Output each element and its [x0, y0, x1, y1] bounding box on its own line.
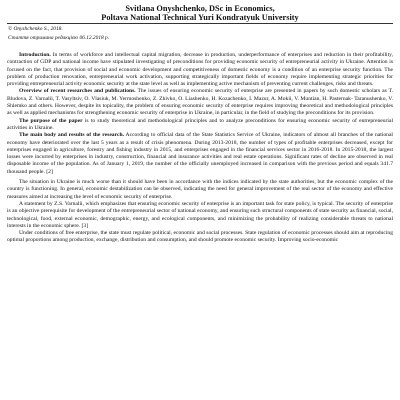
- paragraph-text: Under conditions of free enterprise, the state must regulate political, economic and social processes. State regulation of economic processes should aim at reproducing optimal proportions among production, exchange, distribution and consumption, and should promote economic security. Improving socio-economic: [7, 230, 393, 244]
- paragraph-lead: Introduction.: [19, 52, 51, 58]
- paragraph-text: The situation in Ukraine is much worse than it should have been in accordance with the indices indicated by the state authorities, but the economic complex of the country is functioning. In general, economic destabilization can be observed, indicating the need for general improvement of the real sector of the economy and effective measures aimed at increasing the level of economic security of enterprise.: [7, 179, 393, 200]
- paragraph-lead: The main body and results of the research.: [19, 132, 124, 139]
- body-text: [7, 52, 393, 245]
- paragraph-free-enterprise: [7, 230, 393, 245]
- paragraph-main-body: [7, 132, 393, 176]
- author-line: Svitlana Onyshchenko, DSc in Economics,: [125, 4, 275, 13]
- paragraph-text: is to study theoretical and methodological principles and to analyze preconditions for ensuring economic security of entrepreneurial activities in Ukraine.: [7, 117, 393, 131]
- paragraph-text: A statement by Z.S. Varnalii, which emphasizes that ensuring economic security of enterprise is an important task for state policy, is typical. The security of enterprise is an objective prerequisite for development of the entrepreneurial sector of national economy, and ensuring such structural components of state security as financial, social, technological, food, external economic, demographic, energy, and ecological components, and minimizing the probability of realizing considerable threats to national interests in the economic sphere. [3]: [7, 200, 393, 229]
- paragraph-text: According to official data of the State Statistics Service of Ukraine, indicators of almost all branches of the national economy have deteriorated over the last 5 years as a result of crisis phenomena. During 2013-2018, the number of types of profitable enterprises decreased, except for enterprises engaged in agriculture, forestry and fishing industry in 2015, and enterprises engaged in the financial services sector in 2016-2018. In 2015-2018, the largest losses were incurred by enterprises in industry, construction, financial and insurance activities and real estate operations. Significant rates of decline are observed in real disposable income of the population. As of January 1, 2019, the number of the officially unemployed increased in comparison with the previous period and equals 341.7 thousand people. [2]: [7, 132, 393, 175]
- paragraph-text: In terms of workforce and intellectual capital migration, decrease in production, underperformance of enterprises and reduction in their profitability, contraction of GDP and national income have stipulated investigating of preconditions for providing economic security of entrepreneurial activity in Ukraine. Attention is focused on the fact, that provision of social and economic development and competitiveness of domestic economy is a condition of an enterprise security function. The problem of production renovation, entrepreneurial work activation, supporting strategically important fields of economy require implementing strategic priorities for providing entrepreneurial activity economic security at the state level as well as implementing active mechanism of preventing current challenges, risks and threats.: [7, 52, 393, 88]
- paragraph-lead: The purpose of the paper: [19, 117, 83, 124]
- paragraph-overview: [7, 88, 393, 117]
- received-note: Стаття отримана редакцією 06.12.2018 р.: [8, 35, 110, 41]
- paragraph-varnalii: [7, 201, 393, 230]
- copyright-note: © Onyshchenko S., 2018.: [8, 26, 63, 32]
- paragraph-purpose: [7, 118, 393, 133]
- paragraph-lead: Overview of recent researches and publications.: [19, 88, 136, 95]
- paragraph-introduction: [7, 52, 393, 88]
- paragraph-text: The issues of ensuring economic security of enterprise are presented in papers by such domestic scholars as T. Bludova, Z. Varnalii, T. Vasyltsiv, O. Vlasiuk, M. Yermoshenko, Z. Zhivko, O. Liashenko, H. Kozachenko, I. Mazur, A. Mokii, V. Muntian, H. Pasternak- Taranushenko, V. Shlemko and others. However, despite its topicality, the problem of ensuring economic security of enterprise requires improving theoretical and methodological principles as well as applied mechanisms for strengthening economic security of enterprise in Ukraine, in particular, in the field of studying the preconditions for its provision.: [7, 88, 393, 117]
- paragraph-situation: [7, 179, 393, 201]
- header-rule: [7, 23, 393, 24]
- affiliation-line: Poltava National Technical Yuri Kondratyuk University: [101, 13, 299, 22]
